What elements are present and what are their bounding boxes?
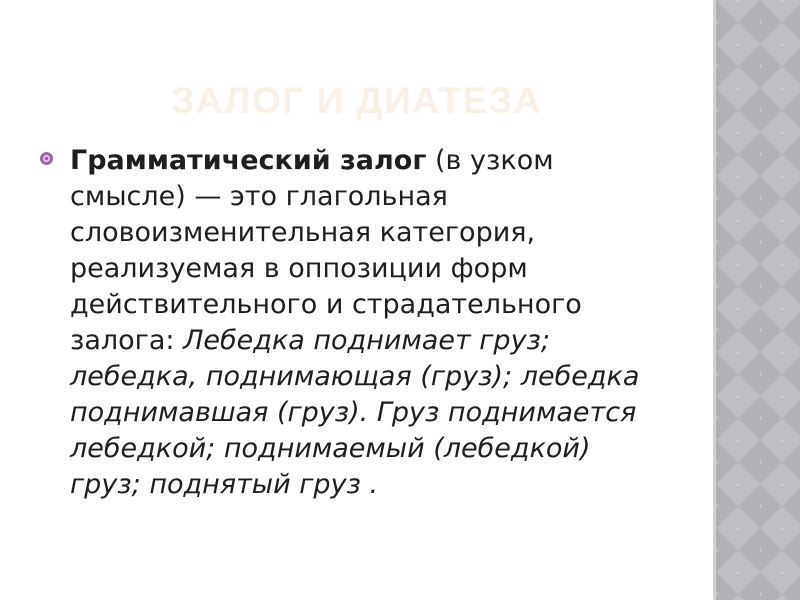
bullet-text-regular: (в узком смысле) — это глагольная словоизменительная категория, реализуемая в оппозиции форм действительного и страдательного залога:: [70, 145, 582, 356]
bullet-text: [70, 143, 666, 503]
slide-title: ЗАЛОГ И ДИАТЕЗА: [171, 80, 542, 121]
bullet-list: [38, 143, 666, 503]
bullet-circle-icon: [40, 152, 53, 165]
bullet-text-bold: Грамматический залог: [70, 145, 427, 176]
sidebar-diamond-pattern: [713, 0, 800, 600]
bullet-item: [38, 143, 666, 503]
bullet-text-italic: Лебедка поднимает груз; лебедка, поднимающая (груз); лебедка поднимавшая (груз). Груз поднимается лебедкой; поднимаемый (лебедкой) груз; поднятый груз .: [70, 325, 640, 500]
